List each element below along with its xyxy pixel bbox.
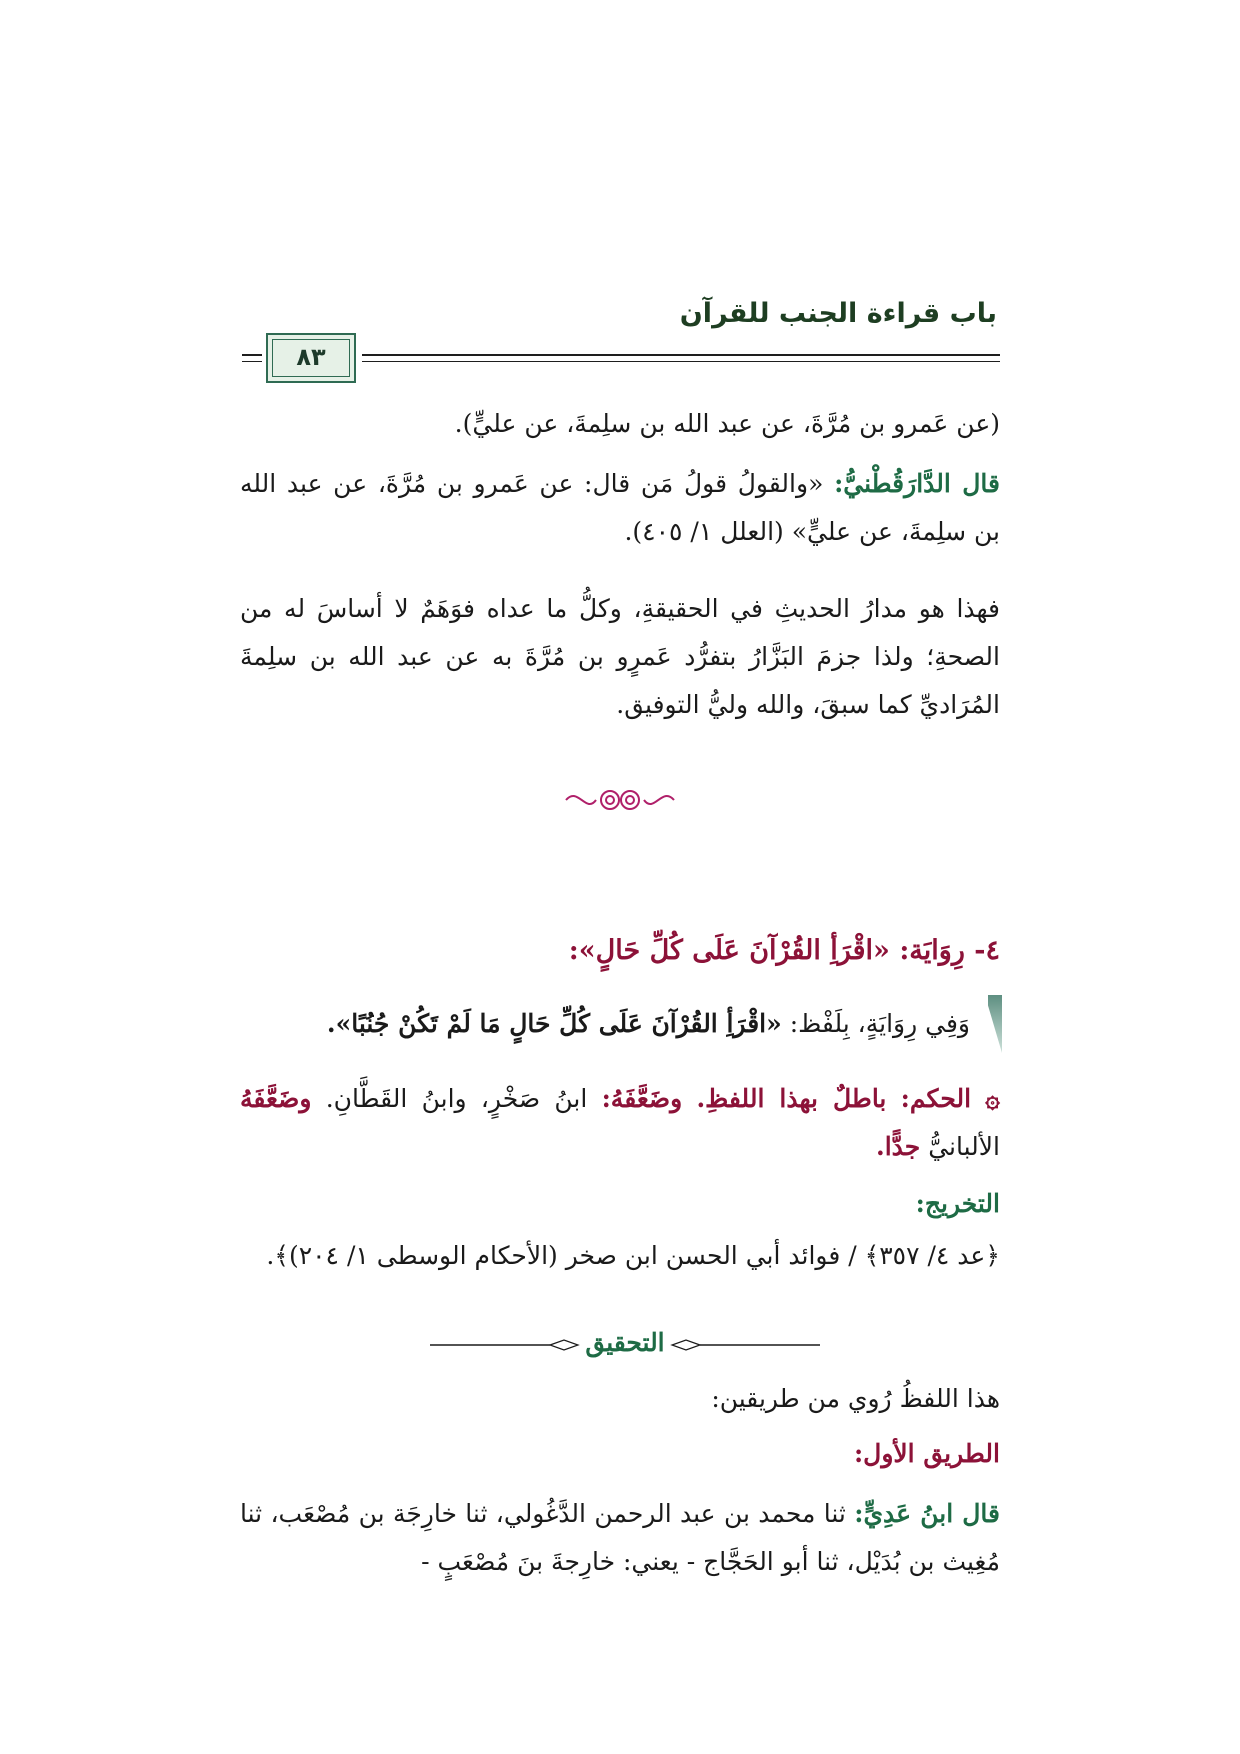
ibn-adi-text: ثنا محمد بن عبد الرحمن الدَّغُولي، ثنا خارِجَة بن مُصْعَب، ثنا مُغِيث بن بُدَيْل، ثنا أبو الحَجَّاج - يعني: خارِجةَ بنَ مُصْعَبٍ - [240, 1499, 1000, 1576]
page-number-badge [266, 333, 356, 383]
ruling-verdict: باطلٌ بهذا اللفظِ. [696, 1084, 887, 1113]
header-rule-right [362, 354, 1000, 356]
weakened-label-1: وضَعَّفَهُ: [601, 1084, 683, 1113]
paths-intro: هذا اللفظُ رُوي من طريقين: [711, 1384, 1000, 1413]
ruling-label: الحكم: [900, 1084, 972, 1113]
weakened-degree: جدًّا. [876, 1132, 921, 1161]
takhrij-label: التخريج: [915, 1189, 1000, 1218]
weakened-label-2: وضَعَّفَهُ [240, 1084, 312, 1113]
narration-title: رِوَايَة: «اقْرَأِ القُرْآنَ عَلَى كُلِّ حَالٍ»: [568, 935, 965, 966]
narration-line [240, 1000, 970, 1048]
header-rule-left [242, 354, 262, 356]
weakened-by-1: ابنُ صَخْرٍ، وابنُ القَطَّانِ. [325, 1084, 588, 1113]
chain-text: (عن عَمرو بن مُرَّةَ، عن عبد الله بن سلِمةَ، عن عليٍّ). [454, 409, 1000, 438]
section-divider [430, 1330, 820, 1360]
takhrij-text: ﴿عد ٤/ ٣٥٧﴾ / فوائد أبي الحسن ابن صخر (الأحكام الوسطى ١/ ٢٠٤)﴾. [266, 1241, 1000, 1270]
ibn-adi-label: قال ابنُ عَدِيٍّ: [854, 1499, 1001, 1528]
ruling-paragraph [240, 1075, 1000, 1171]
chapter-title: باب قراءة الجنب للقرآن [679, 298, 997, 329]
ruling-icon: ۞ [985, 1084, 1000, 1113]
daraqutni-text: «والقولُ قولُ مَن قال: عن عَمرو بن مُرَّةَ، عن عبد الله بن سلِمةَ، عن عليٍّ» (العلل ١/ ٤٠٥). [240, 469, 1000, 546]
first-path-heading: الطريق الأول: [853, 1439, 1000, 1468]
weakened-by-2: الألبانيُّ [928, 1132, 1000, 1161]
paragraph-chain [240, 400, 1000, 448]
ibn-adi-paragraph [240, 1490, 1000, 1586]
quote-marker [988, 995, 1002, 1053]
conclusion-text: فهذا هو مدارُ الحديثِ في الحقيقةِ، وكلُّ ما عداه فوَهَمٌ لا أساسَ له من الصحةِ؛ ولذا جزمَ البَزَّارُ بتفرُّد عَمرٍو بن مُرَّةَ به عن عبد الله بن سلِمةَ المُرَاديِّ كما سبقَ، والله وليُّ التوفيق. [240, 594, 1000, 719]
narration-heading [569, 935, 1000, 966]
page-number: ٨٣ [296, 343, 326, 371]
daraqutni-label: قال الدَّارَقُطْنيُّ: [834, 469, 1001, 498]
header-rule-right-thin [362, 361, 1000, 362]
section-title: التحقيق [585, 1328, 665, 1357]
takhrij-paragraph [240, 1232, 1000, 1280]
narration-quote: «اقْرَأِ القُرْآنَ عَلَى كُلِّ حَالٍ مَا لَمْ تَكُنْ جُنُبًا». [326, 1009, 782, 1038]
floral-ornament-icon [560, 780, 680, 820]
narration-number: ٤- [974, 935, 1000, 966]
header-rule-left-thin [242, 361, 262, 362]
narration-intro: وَفِي رِوَايَةٍ، بِلَفْظ: [789, 1009, 970, 1038]
paragraph-daraqutni [240, 460, 1000, 556]
paragraph-conclusion [240, 585, 1000, 729]
